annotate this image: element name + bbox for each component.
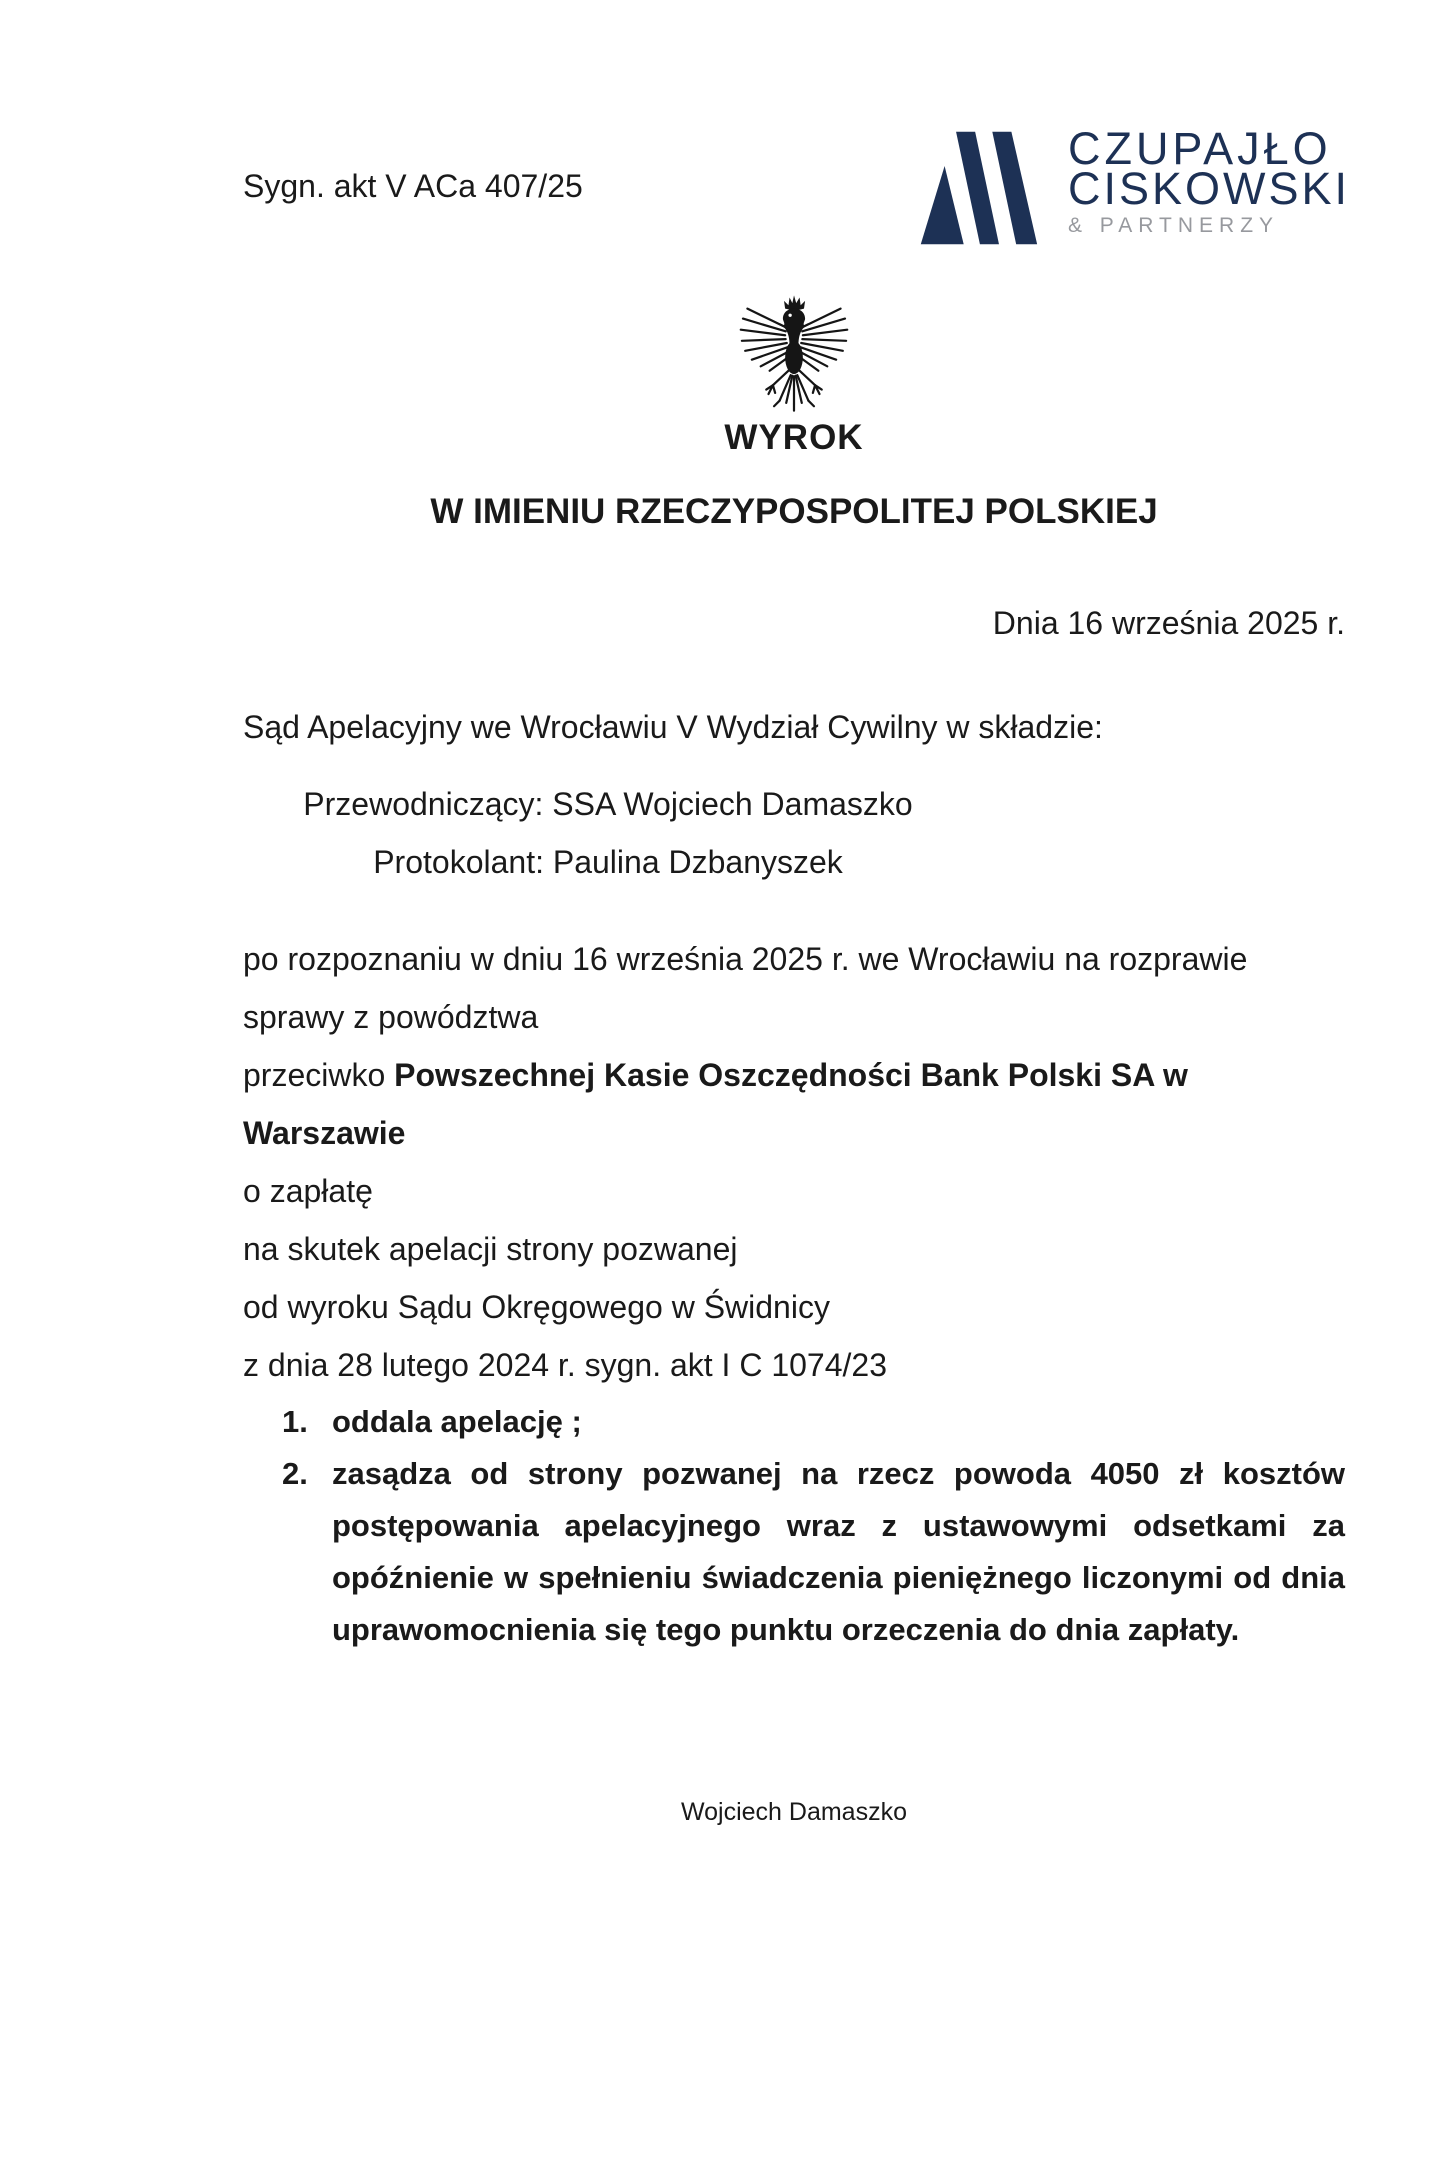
law-firm-logo [916,123,1350,248]
ruling-item [282,1396,1345,1448]
judgment-date: Dnia 16 września 2025 r. [992,605,1345,641]
document-page [0,123,1448,2176]
judgment-title: WYROK [724,418,864,457]
judge-signature: Wojciech Damaszko [680,1798,907,1826]
ruling-text: zasądza od strony pozwanej na rzecz powoda 4050 zł kosztów postępowania apelacyjnego wraz z ustawowymi odsetkami za opóźnienie w spełnieniu świadczenia pieniężnego liczonymi od dnia uprawomocnienia się tego punktu orzeczenia do dnia zapłaty. [332,1456,1345,1647]
judgment-subtitle: W IMIENIU RZECZYPOSPOLITEJ POLSKIEJ [430,492,1158,531]
logo-line-2: CISKOWSKI [1067,163,1350,214]
case-defendant-line [243,1046,1345,1162]
national-emblem [243,292,1345,414]
rulings-list [243,1396,1345,1656]
case-subject-line: o zapłatę [243,1173,373,1209]
ruling-text: oddala apelację ; [332,1404,582,1439]
defendant-name: Powszechnej Kasie Oszczędności Bank Polski SA w Warszawie [243,1057,1188,1151]
law-firm-logo-icon [916,128,1040,248]
case-appeal-line: na skutek apelacji strony pozwanej [243,1231,738,1267]
court-panel [243,775,973,891]
case-claim-line: sprawy z powództwa [243,999,539,1035]
case-lower-court-line: od wyroku Sądu Okręgowego w Świdnicy [243,1289,830,1325]
case-description [243,930,1345,1394]
law-firm-name [1067,123,1350,239]
logo-line-1: CZUPAJŁO [1067,123,1332,174]
panel-court-reporter: Protokolant: Paulina Dzbanyszek [373,844,843,880]
case-lower-judgment-line: z dnia 28 lutego 2024 r. sygn. akt I C 1074/23 [243,1347,887,1383]
ruling-number: 1. [282,1404,308,1439]
defendant-prefix: przeciwko [243,1057,395,1093]
ruling-number: 2. [282,1456,308,1491]
panel-presiding-judge: Przewodniczący: SSA Wojciech Damaszko [303,786,913,822]
case-number: Sygn. akt V ACa 407/25 [243,168,583,204]
polish-eagle-icon [736,292,852,414]
logo-line-3: & PARTNERZY [1067,214,1280,237]
ruling-item [282,1448,1345,1656]
document-header [243,123,1350,252]
court-composition-intro: Sąd Apelacyjny we Wrocławiu V Wydział Cywilny w składzie: [243,709,1103,745]
case-hearing-line: po rozpoznaniu w dniu 16 września 2025 r. we Wrocławiu na rozprawie [243,941,1248,977]
